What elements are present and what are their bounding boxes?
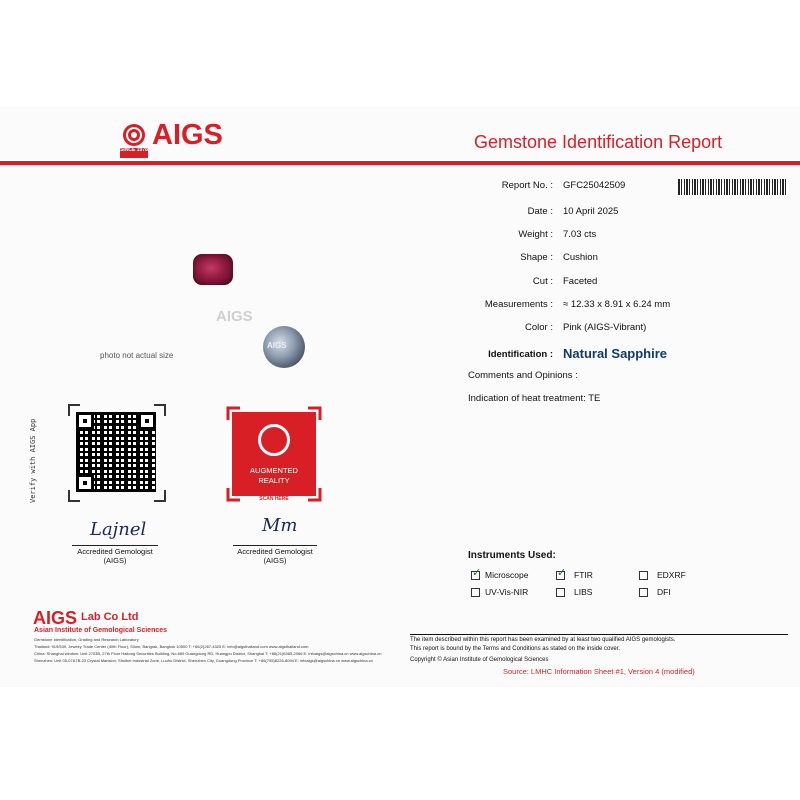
field-value: GFC25042509 xyxy=(563,180,626,191)
brand-logo: AIGS xyxy=(152,119,223,151)
instrument-label: Microscope xyxy=(485,570,529,580)
source-note: Source: LMHC Information Sheet #1, Version 4 (modified) xyxy=(503,667,695,676)
ar-label-line2: REALITY xyxy=(258,476,290,485)
signature-line xyxy=(72,545,158,546)
lab-logo: AIGS xyxy=(33,608,78,628)
disclaimer-line: The item described within this report has been examined by at least two qualified AIGS gemologists. xyxy=(410,637,676,643)
disclaimer-line: This report is bound by the Terms and Conditions as stated on the inside cover. xyxy=(410,646,621,652)
barcode-icon xyxy=(678,179,788,195)
instrument-label: UV-Vis-NIR xyxy=(485,587,529,597)
field-value: Faceted xyxy=(563,276,598,287)
instrument-label: EDXRF xyxy=(657,570,686,580)
comments-label: Comments and Opinions : xyxy=(468,370,578,381)
ar-label-line1: AUGMENTED xyxy=(250,466,298,475)
signatory-org: (AIGS) xyxy=(263,556,287,565)
hologram-text: AIGS xyxy=(267,341,287,350)
signatory-title: Accredited Gemologist xyxy=(237,547,313,556)
qr-finder-icon xyxy=(138,412,156,430)
instrument-checkbox-edxrf xyxy=(639,571,648,580)
field-value: Cushion xyxy=(563,252,598,263)
field-label: Shape : xyxy=(520,252,553,263)
field-value: ≈ 12.33 x 8.91 x 6.24 mm xyxy=(563,299,671,310)
qr-finder-icon xyxy=(76,412,94,430)
lab-address-line: Shenzhen: Unit 05-07A7B-23 Crystal Mansion, Shuibei Industrial Zone, Luohu District, Shenzhen City, Guangdong Province T: +86(755)8226-8094 E: infoaigs@aigschina.cn www.aigschina.cn xyxy=(34,658,373,663)
lab-address-line: Thailand: 919/539, Jewelry Trade Center (40th Floor), Silom, Bangrak, Bangkok 10500 T: +66(2)267-4325 E: info@aigsthailand.com www.aigsthailand.com xyxy=(34,644,309,649)
field-label: Cut : xyxy=(532,276,553,287)
signatory-org: (AIGS) xyxy=(103,556,127,565)
gemologist-signature: Mm xyxy=(262,515,298,536)
field-value: Pink (AIGS-Vibrant) xyxy=(563,322,647,333)
lab-name: Lab Co Ltd xyxy=(81,611,139,623)
instrument-label: LIBS xyxy=(574,587,593,597)
lab-address-line: China: Shanghai window: Unit 2703B, 27th Floor Haitong Securities Building, No.689 Guangdong RD, Huangpu District, Shanghai T: +86(21)6385-2066 E: infoaigs@aigschina.cn www.aigschina.cn xyxy=(34,651,382,656)
instrument-checkbox-dfi xyxy=(639,588,648,597)
lab-address-line: Gemstone Identification, Grading and Research Laboratory xyxy=(34,637,139,642)
ar-scan-label: SCAN HERE xyxy=(259,496,289,502)
instruments-heading: Instruments Used: xyxy=(468,550,556,561)
field-value: 7.03 cts xyxy=(563,229,597,240)
copyright-line: Copyright © Asian Institute of Gemological Sciences xyxy=(410,657,549,663)
ar-emblem-icon xyxy=(258,424,290,456)
lab-subtitle: Asian Institute of Gemological Sciences xyxy=(34,627,168,634)
header-divider xyxy=(0,161,800,165)
photo-watermark: AIGS xyxy=(216,308,253,325)
identification-value: Natural Sapphire xyxy=(563,346,668,361)
photo-note: photo not actual size xyxy=(100,351,174,360)
field-label: Color : xyxy=(525,322,553,333)
qr-code-icon[interactable] xyxy=(76,412,156,492)
gemologist-signature: Lajnel xyxy=(90,519,147,540)
instrument-checkbox-libs xyxy=(556,588,565,597)
field-label: Report No. : xyxy=(501,180,553,191)
verify-app-text: Verify with AIGS App xyxy=(29,418,37,503)
signatory-title: Accredited Gemologist xyxy=(77,547,153,556)
disclaimer-divider xyxy=(410,634,788,635)
instrument-label: FTIR xyxy=(574,570,593,580)
report-title: Gemstone Identification Report xyxy=(474,132,723,152)
identification-label: Identification : xyxy=(488,349,553,360)
aigs-emblem-icon xyxy=(122,123,146,147)
field-label: Measurements : xyxy=(484,299,553,310)
instrument-checkbox-microscope xyxy=(471,571,480,580)
signature-line xyxy=(233,545,317,546)
qr-finder-icon xyxy=(76,474,94,492)
field-label: Date : xyxy=(527,206,553,217)
instrument-checkbox-uv-vis-nir xyxy=(471,588,480,597)
since-badge: SINCE 1978 xyxy=(120,148,148,158)
gemstone-photo xyxy=(193,254,233,285)
heat-treatment-note: Indication of heat treatment: TE xyxy=(468,393,601,404)
instrument-checkbox-ftir xyxy=(556,571,565,580)
field-label: Weight : xyxy=(518,229,553,240)
field-value: 10 April 2025 xyxy=(563,206,619,217)
instrument-label: DFI xyxy=(657,587,671,597)
